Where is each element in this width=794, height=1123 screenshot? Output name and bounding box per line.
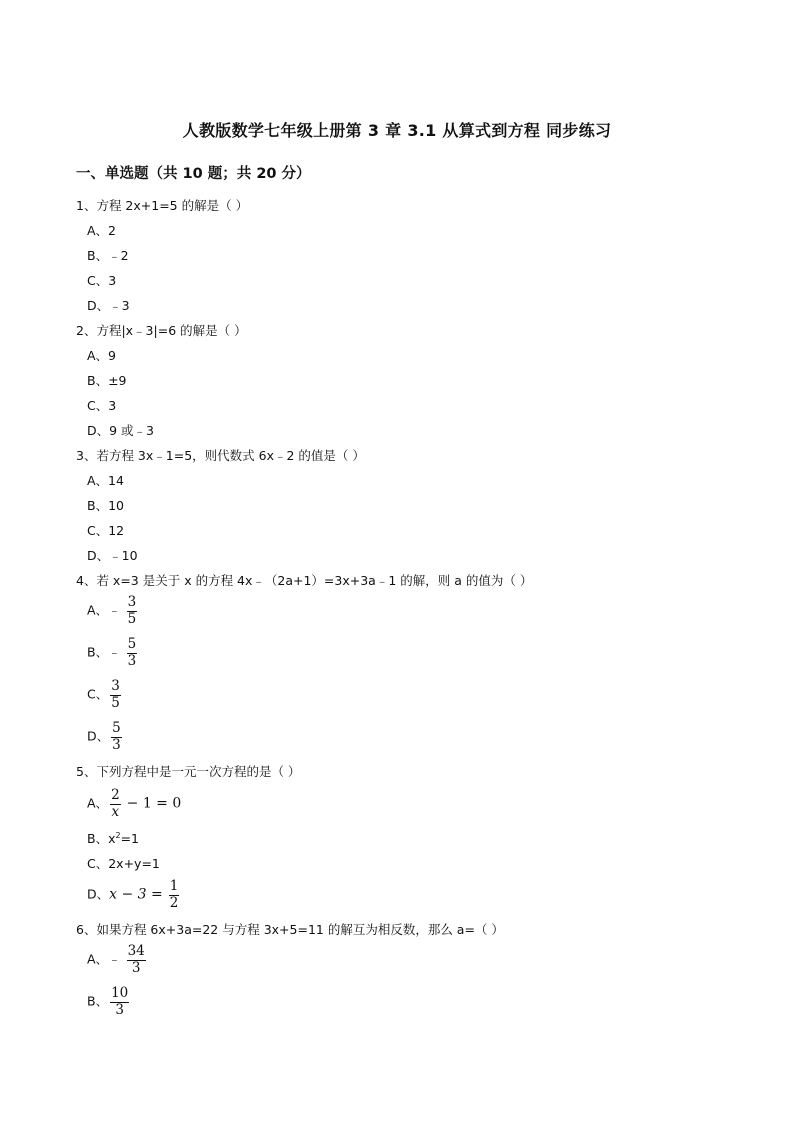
option-label: D、 — [87, 728, 110, 744]
fraction-denominator: 5 — [111, 694, 120, 711]
answer-option — [87, 596, 139, 626]
option-label: A、 — [87, 951, 109, 967]
answer-option: C、3 — [87, 398, 117, 413]
fraction-numerator: 5 — [127, 636, 137, 652]
answer-option: D、﹣3 — [87, 298, 130, 313]
option-label: C、 — [87, 856, 109, 871]
answer-option: A、14 — [87, 473, 124, 488]
fraction-denominator: 2 — [169, 894, 179, 911]
fraction — [127, 596, 138, 626]
option-label: D、 — [87, 886, 110, 902]
negative-sign: ﹣ — [108, 951, 121, 967]
answer-option — [87, 722, 124, 752]
negative-sign: ﹣ — [108, 644, 121, 660]
fraction-denominator: 3 — [131, 959, 141, 976]
fraction-denominator: 3 — [112, 736, 121, 753]
option-label: B、 — [87, 831, 109, 846]
fraction — [110, 789, 121, 819]
fraction-numerator: 5 — [112, 720, 121, 736]
answer-option: C、3 — [87, 273, 117, 288]
fraction-denominator: 3 — [115, 1001, 124, 1018]
question-stem: 2、方程|x﹣3|=6 的解是（ ） — [76, 323, 247, 338]
equation-text: 2x+y=1 — [108, 856, 160, 871]
question-stem: 6、如果方程 6x+3a=22 与方程 3x+5=11 的解互为相反数，那么 a=（ ） — [76, 922, 504, 937]
section-heading: 一、单选题（共 10 题；共 20 分） — [76, 166, 311, 182]
answer-option: D、9 或﹣3 — [87, 423, 155, 438]
fraction — [111, 722, 122, 752]
fraction-numerator: 3 — [127, 594, 137, 610]
fraction — [127, 638, 138, 668]
option-label: C、 — [87, 686, 109, 702]
answer-option — [87, 789, 181, 819]
fraction — [127, 945, 146, 975]
equation-expression: x − 3 = — [109, 886, 163, 903]
fraction-numerator: 1 — [169, 878, 179, 894]
answer-option: D、﹣10 — [87, 548, 138, 563]
answer-option: B、﹣2 — [87, 248, 129, 263]
answer-option: B、10 — [87, 498, 124, 513]
answer-option — [87, 680, 123, 710]
option-label: B、 — [87, 993, 109, 1009]
option-label: B、 — [87, 644, 109, 660]
answer-option: B、±9 — [87, 373, 127, 388]
answer-option: A、9 — [87, 348, 117, 363]
answer-option: A、2 — [87, 223, 117, 238]
option-label: A、 — [87, 602, 109, 618]
answer-option — [87, 638, 139, 668]
negative-sign: ﹣ — [108, 602, 121, 618]
answer-option — [87, 945, 148, 975]
fraction-numerator: 2 — [111, 787, 120, 803]
fraction — [110, 680, 121, 710]
exponent: 2 — [115, 830, 121, 840]
fraction-denominator: x — [111, 803, 120, 820]
equation-remainder: − 1 = 0 — [126, 795, 182, 812]
fraction-numerator: 3 — [111, 678, 120, 694]
option-label: A、 — [87, 795, 109, 811]
fraction-denominator: 5 — [127, 610, 137, 627]
question-stem: 4、若 x=3 是关于 x 的方程 4x﹣（2a+1）=3x+3a﹣1 的解，则 a 的值为（ ） — [76, 573, 533, 588]
page-title: 人教版数学七年级上册第 3 章 3.1 从算式到方程 同步练习 — [182, 121, 612, 140]
fraction — [169, 880, 180, 910]
fraction-denominator: 3 — [127, 652, 137, 669]
answer-option — [87, 829, 139, 847]
question-stem: 3、若方程 3x﹣1=5，则代数式 6x﹣2 的值是（ ） — [76, 448, 365, 463]
fraction — [110, 987, 129, 1017]
equation-base: x — [108, 831, 116, 846]
answer-option: C、12 — [87, 523, 125, 538]
equation-remainder: =1 — [120, 831, 140, 846]
fraction-numerator: 34 — [127, 943, 145, 959]
answer-option — [87, 880, 181, 910]
question-stem: 1、方程 2x+1=5 的解是（ ） — [76, 198, 249, 213]
answer-option — [87, 854, 160, 872]
question-stem: 5、下列方程中是一元一次方程的是（ ） — [76, 764, 301, 779]
fraction-numerator: 10 — [111, 985, 129, 1001]
answer-option — [87, 987, 131, 1017]
